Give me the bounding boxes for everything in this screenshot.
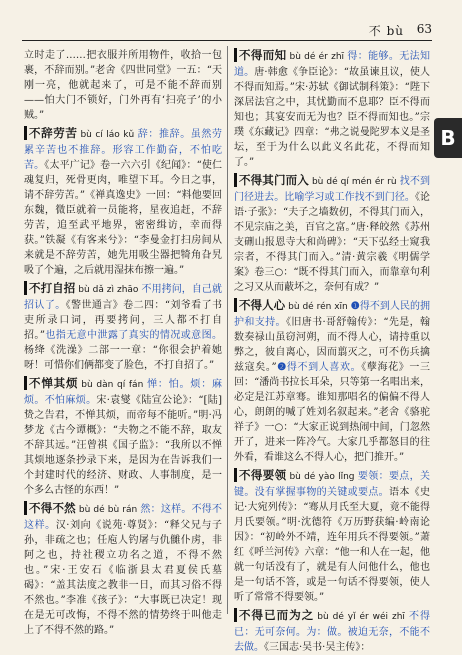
entry-pinyin: bù dǎ zì zhāo (78, 285, 139, 295)
entry-gloss: 然：这样。不得不这样。 (24, 504, 223, 531)
entry-headword: 不得已而为之 (234, 608, 314, 622)
entry-pinyin: bù dé yǐ ér wéi zhī (317, 612, 405, 622)
entry-gloss: 不得已：无可奈何。为：做。被迫无奈，不能不去做。 (234, 611, 431, 653)
dictionary-entry (24, 281, 222, 373)
continued-text: 立时走了……把衣服并所用物件，收拾一包裹，不辞而别。”老舍《四世同堂》一五：“天刚一亮，他就起来了，可是不能不辞而别——怕大门不锁好，门外再有‘扫亮子’的小贼。” (24, 50, 222, 121)
page-number: 63 (416, 22, 432, 36)
entry-headword: 不打自招 (24, 281, 75, 295)
entry-pinyin: bù dé rén xīn (288, 302, 348, 312)
entry-citation: 语本《史记·大宛列传》：“骞从月氏至大夏，竟不能得月氏要领。”明·沈德符《万历野获编·岭南论因》：“初岭外不靖，连年用兵不得要领。”萧红《呼兰河传》六章：“他一和人在一起，他就一句话没有了，就是有人问他什么，他也是一句话不答，或是一句话不得要领，使人听了常常不得要领。” (234, 487, 431, 603)
sense-number-2-icon: ❷ (276, 362, 287, 373)
entry-citation: 《太平广记》卷一六六引《纪闻》：“使仁魂复归，死骨更肉，唯望下耳。今日之事，请不辞劳苦。”《禅真逸史》一回：“料他要回东魏，微臣就着一员能将，星夜追赶，不辞劳苦，追至武平地界，密密缉访，幸而得获。”铁凝《有客来兮》：“李曼金打扫房间从来就是不辞劳苦，她先用吸尘器把犄角旮旯吸了个遍，之后就用湿抹布擦一遍。” (24, 160, 222, 276)
page-header (0, 20, 462, 38)
entry-headword: 不得不然 (24, 501, 76, 515)
entry-citation: 宋·袁燮《陆宣公论》：“[陆]贽之告君，不惮其烦，而帝每不能听。”明·冯梦龙《古今谭概》：“夫物之不能不辞，取友不辞其远。”汪曾祺《国子监》：“我所以不惮其烦地逐条抄录下来，是因为在告诉我们一个封建时代的经济、财政、人事制度，是一个多么古怪的东西！” (24, 395, 223, 496)
entry-gloss: 得不到人民的拥护和支持。 (234, 301, 431, 328)
entry-gloss: 要领：要点，关键。没有掌握事物的关键或要点。 (234, 471, 431, 498)
entry-gloss: 不用拷问，自己就招认了。 (24, 284, 223, 311)
entry-gloss: 得：能够。无法知道。 (234, 51, 431, 78)
entry-pinyin: bù dàn qí fán (81, 380, 144, 390)
entry-pinyin: bù dé ér zhī (289, 52, 345, 62)
entry-citation: 《旧唐书·哥舒翰传》：“先是，翰数奏禄山虽窃河朔，而不得人心，请持重以弊之，彼自离心，因而翦灭之，可不伤兵擒兹寇矣。” (234, 317, 431, 373)
dictionary-entry (234, 48, 430, 170)
entry-citation: 《孽海花》一三回：“潘尚书拉长耳朵，只等第一名唱出来，必定是江苏章骞。谁知那唱名的偏偏不得人心，朗朗的喊了姓刘名叙起来。”老舍《骆驼祥子》一○：“大家正说到热闹中间，门忽然开了，进来一阵冷气。大家几乎都怒目的往外看，看谁这么不得人心，把门推开。” (234, 362, 430, 463)
entry-headword: 不惮其烦 (24, 376, 78, 390)
entry-citation: 《三国志·吴书·吴主传》： (264, 642, 371, 653)
dictionary-entry (24, 126, 222, 278)
dictionary-entry (24, 501, 222, 638)
entry-headword: 不得其门而入 (234, 173, 309, 187)
entry-citation: 汉·刘向《说苑·尊贤》：“释父兄与子孙，非疏之也；任庖人钓屠与仇雠仆虏，非阿之也，持社稷立功名之道，不得不然也。”宋·王安石《临浙县太君夏侯氏墓碣》：“盖其法度之教非一日，而其习俗不得不然也。”李准《孩子》：“大事既已决定！现在是无可改悔，不得不然的情势终于叫他走上了不得不然的路。” (24, 520, 222, 636)
entry-headword: 不辞劳苦 (24, 126, 77, 140)
entry-citation: 《警世通言》卷二四：“刘爷看了书吏所录口词，再要拷问，三人都不打自招。” (24, 300, 223, 341)
entry-gloss: 得不到人喜欢。 (286, 362, 362, 373)
entry-gloss: 也指无意中泄露了真实的情况或意图。 (44, 330, 222, 341)
dictionary-entry (24, 376, 222, 498)
entry-citation: 《论语·子张》：“夫子之墙数仞，不得其门而入，不见宗庙之美，百官之富。”唐·释皎然《苏州支硎山报恩寺大和尚碑》：“天下弘经士窥我宗者，不得其门而入。”清·黄宗羲《明儒学案》卷三○：“既不得其门而入，而靠章句利之习又从而蔽坏之，奈何有成？” (234, 192, 431, 293)
entry-citation: 杨绛《洗澡》二部一一章：“你很会护着她呀！可惜你们俩都变了脸色，不打自招了。” (24, 345, 222, 371)
dictionary-entry (234, 468, 430, 605)
running-head: 不 bù (368, 24, 404, 38)
right-column (234, 48, 431, 653)
entry-pinyin: bù cí láo kǔ (80, 130, 135, 140)
entry-gloss: 辞：推辞。虽然劳累辛苦也不推辞。形容工作勤奋，不怕吃苦。 (24, 129, 223, 171)
entry-gloss: 找不到门径进去。比喻学习或工作找不到门径。 (234, 176, 431, 203)
entry-gloss: 惮：怕。烦：麻烦。不怕麻烦。 (24, 379, 223, 406)
entry-citation: 唐·韩愈《争臣论》：“故虽谏且议，使人不得而知焉。”宋·苏轼《御试制科策》：“陛下深居法宫之中，其忧勤而不息耶？臣不得而知也；其宴安而无为也？臣不得而知也。”宗璞《东藏记》四章：“弗之说曼陀罗本义是圣坛，至于为什么以此义名此花，不得而知了。” (234, 67, 431, 168)
left-column (24, 48, 223, 636)
dictionary-entry (234, 608, 430, 655)
sense-number-1-icon: ❶ (350, 301, 360, 312)
header-rule (22, 40, 432, 41)
entry-pinyin: bù dé qí mén ér rù (311, 177, 397, 187)
entry-headword: 不得而知 (234, 48, 287, 62)
dictionary-entry (234, 298, 430, 465)
entry-headword: 不得人心 (234, 298, 285, 312)
section-tab: B (434, 118, 462, 158)
entry-pinyin: bù dé yào lǐng (289, 472, 355, 482)
dictionary-entry (234, 173, 430, 295)
column-divider (227, 46, 228, 614)
entry-headword: 不得要领 (234, 468, 286, 482)
entry-pinyin: bù dé bù rán (78, 505, 138, 515)
